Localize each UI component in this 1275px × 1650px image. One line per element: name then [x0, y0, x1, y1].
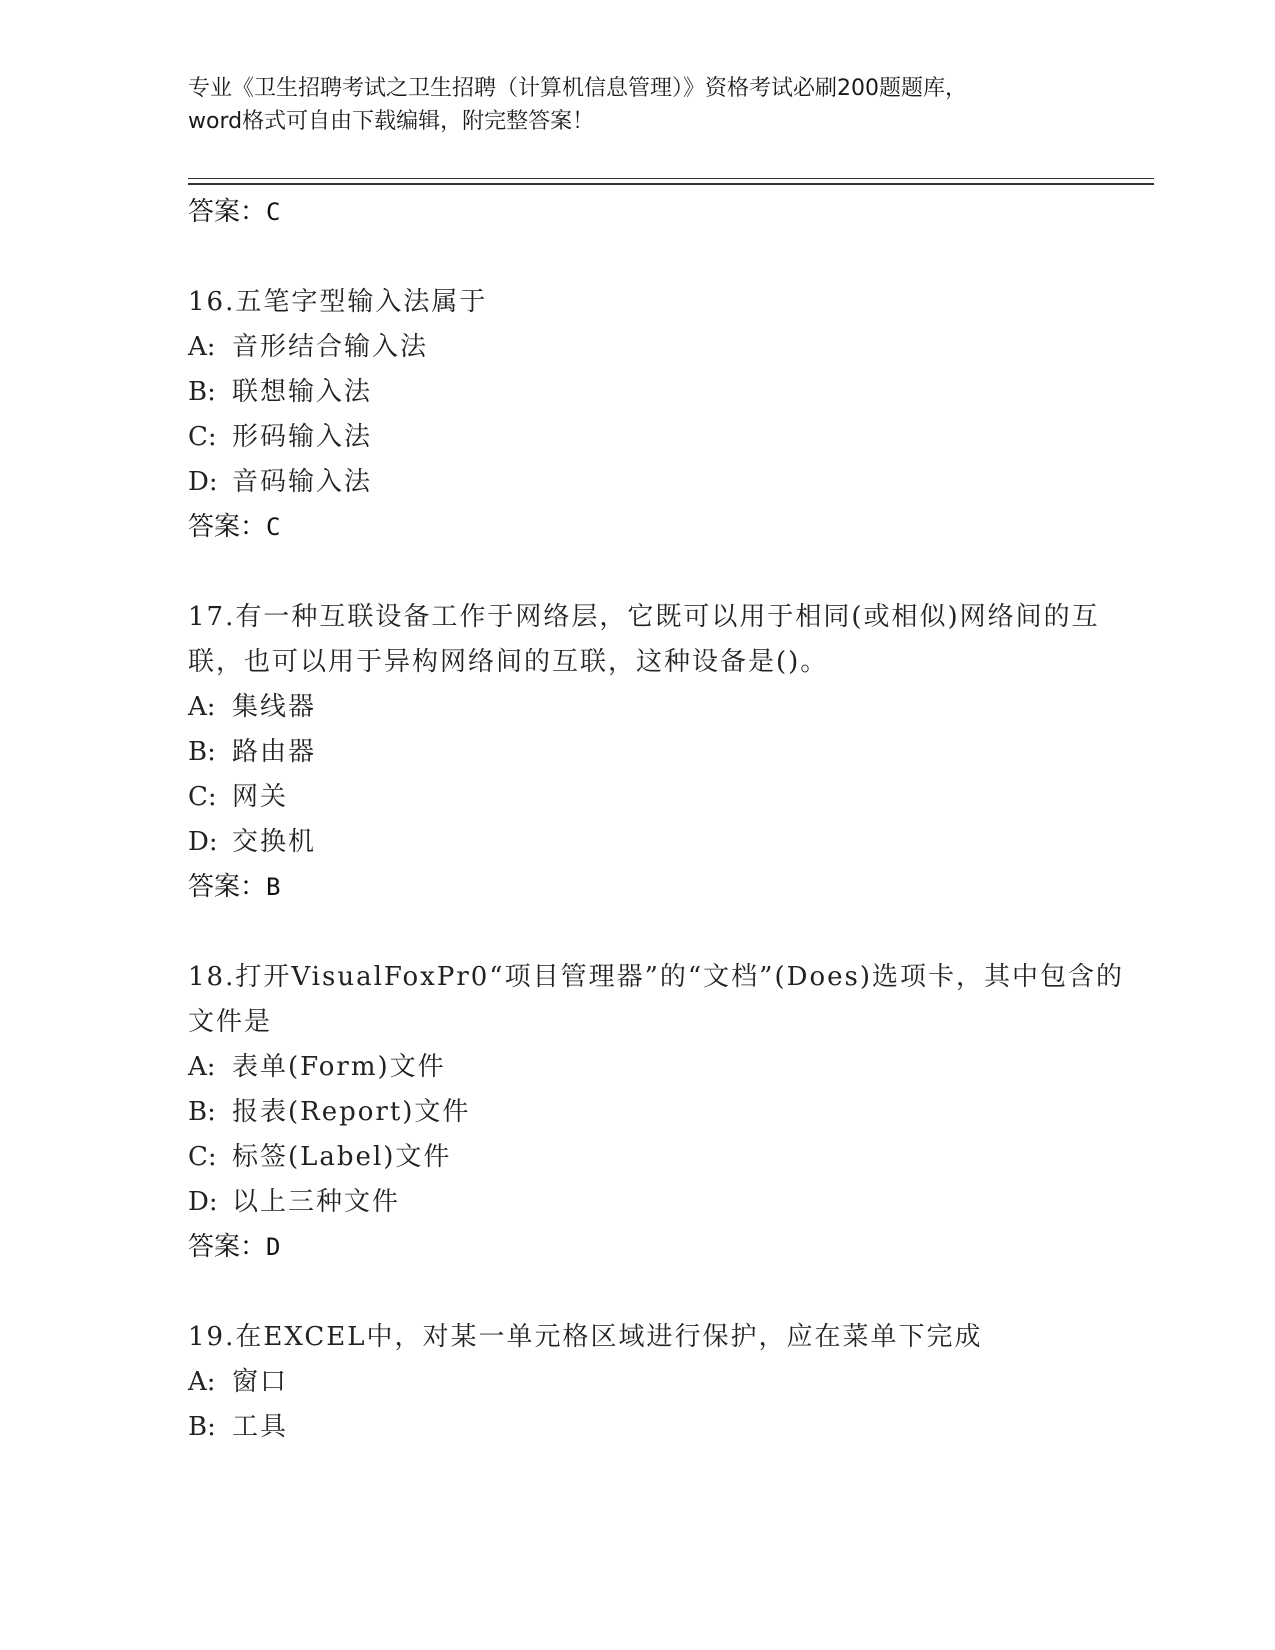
question-text: 16.五笔字型输入法属于: [188, 287, 488, 317]
answer-label: 答案：: [188, 872, 267, 902]
header-divider-thick: [188, 183, 1154, 185]
answer-line: [188, 865, 1148, 910]
option-label: A:: [188, 692, 216, 722]
option-text: 工具: [232, 1412, 289, 1442]
option-text: 标签(Label)文件: [232, 1142, 452, 1172]
option-label: B:: [188, 377, 216, 407]
answer-line: [188, 505, 1148, 550]
option-text: 网关: [232, 782, 289, 812]
option-label: D:: [188, 467, 218, 497]
answer-label: 答案：: [188, 197, 267, 227]
question-text: 18.打开VisualFoxPr0“项目管理器”的“文档”(Does)选项卡，其中包含的文件是: [188, 962, 1124, 1037]
answer-value: C: [266, 198, 281, 226]
question-list: [188, 190, 1148, 1450]
option-c: [188, 775, 1148, 820]
answer-value: D: [266, 1233, 281, 1261]
option-label: A:: [188, 1367, 216, 1397]
option-text: 联想输入法: [232, 377, 373, 407]
option-text: 报表(Report)文件: [232, 1097, 471, 1127]
option-text: 音码输入法: [232, 467, 373, 497]
answer-value: B: [266, 873, 281, 901]
option-text: 交换机: [232, 827, 317, 857]
option-text: 形码输入法: [232, 422, 373, 452]
document-header: [188, 72, 1118, 138]
option-label: B:: [188, 1412, 216, 1442]
header-line-2: word格式可自由下载编辑，附完整答案！: [188, 109, 595, 134]
option-text: 路由器: [232, 737, 317, 767]
option-b: [188, 370, 1148, 415]
option-label: A:: [188, 332, 216, 362]
option-text: 表单(Form)文件: [232, 1052, 446, 1082]
option-label: A:: [188, 1052, 216, 1082]
option-label: C:: [188, 422, 217, 452]
question-block: [188, 595, 1148, 910]
answer-label: 答案：: [188, 1232, 267, 1262]
option-b: [188, 730, 1148, 775]
option-c: [188, 415, 1148, 460]
option-text: 以上三种文件: [232, 1187, 401, 1217]
answer-line: [188, 190, 1148, 235]
option-a: [188, 325, 1148, 370]
option-text: 窗口: [232, 1367, 289, 1397]
answer-value: C: [266, 513, 281, 541]
option-label: B:: [188, 1097, 216, 1127]
option-text: 音形结合输入法: [232, 332, 429, 362]
option-label: B:: [188, 737, 216, 767]
question-block: [188, 280, 1148, 550]
question-text: 17.有一种互联设备工作于网络层，它既可以用于相同(或相似)网络间的互联，也可以用于异构网络间的互联，这种设备是()。: [188, 602, 1100, 677]
answer-label: 答案：: [188, 512, 267, 542]
option-a: [188, 1045, 1148, 1090]
header-line-1: 专业《卫生招聘考试之卫生招聘（计算机信息管理）》资格考试必刷200题题库，: [188, 76, 967, 101]
question-block: [188, 1315, 1148, 1450]
option-label: D:: [188, 1187, 218, 1217]
option-c: [188, 1135, 1148, 1180]
question-text: 19.在EXCEL中，对某一单元格区域进行保护，应在菜单下完成: [188, 1322, 983, 1352]
option-a: [188, 1360, 1148, 1405]
question-block: [188, 955, 1148, 1270]
option-label: D:: [188, 827, 218, 857]
option-d: [188, 460, 1148, 505]
answer-line: [188, 1225, 1148, 1270]
header-divider-thin: [188, 178, 1154, 179]
option-d: [188, 1180, 1148, 1225]
option-b: [188, 1090, 1148, 1135]
option-d: [188, 820, 1148, 865]
option-b: [188, 1405, 1148, 1450]
option-label: C:: [188, 782, 217, 812]
option-a: [188, 685, 1148, 730]
option-label: C:: [188, 1142, 217, 1172]
option-text: 集线器: [232, 692, 317, 722]
